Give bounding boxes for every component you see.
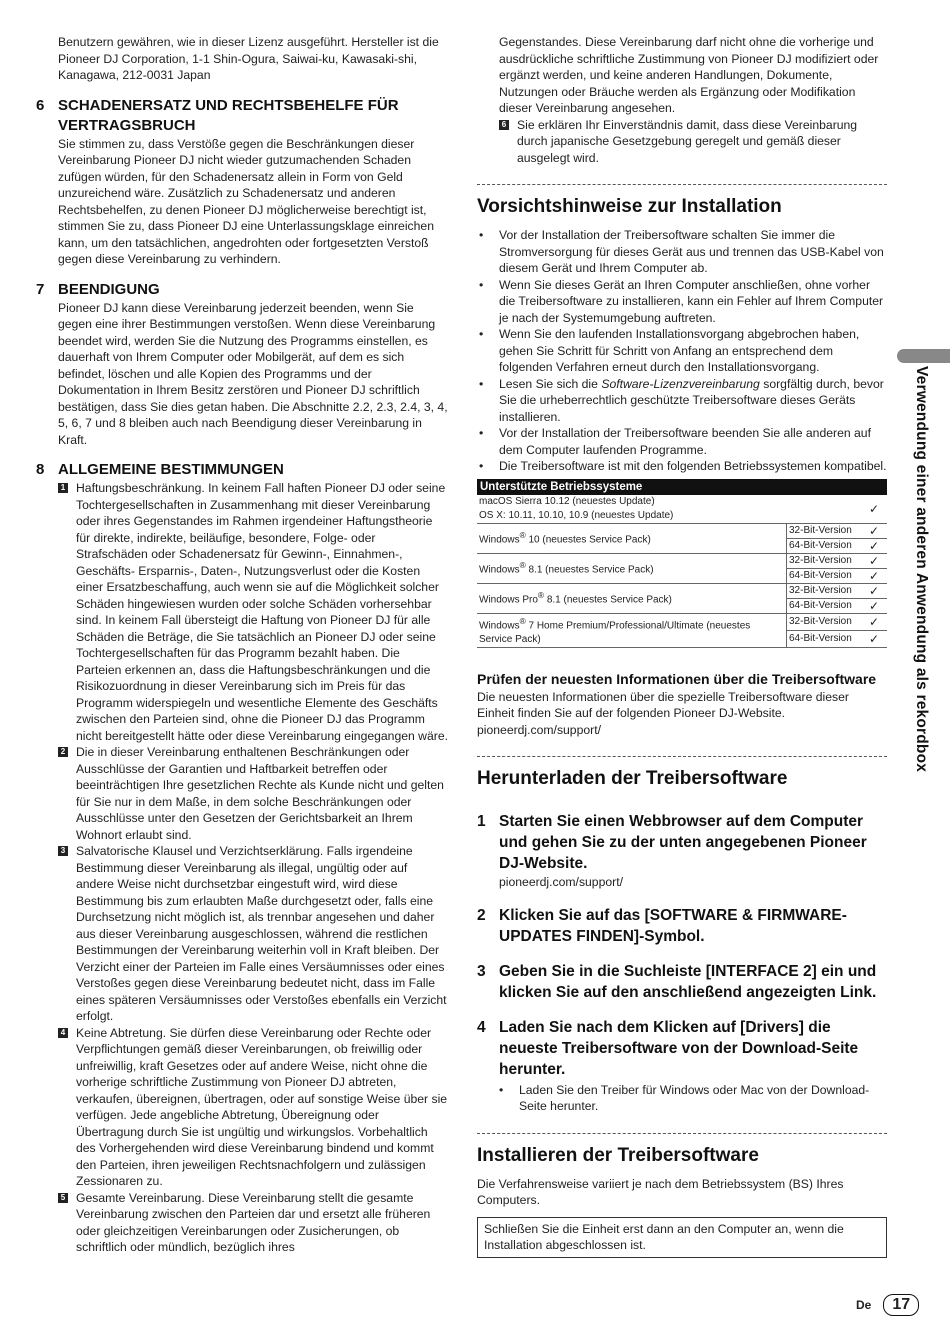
table-row: Windows® 7 Home Premium/Professional/Ultimate (neuestes Service Pack) 32-Bit-Version ✓ [477,613,887,630]
section-6-heading: 6 SCHADENERSATZ UND RECHTSBEHELFE FÜR VERTRAGSBRUCH [36,96,399,134]
section-8-heading: 8 ALLGEMEINE BESTIMMUNGEN [36,461,284,478]
section-divider [477,756,887,757]
side-tab-label: Verwendung einer anderen Anwendung als rekordbox [913,366,930,773]
table-row: Windows® 8.1 (neuestes Service Pack) 32-Bit-Version ✓ [477,553,887,568]
section-divider [477,1133,887,1134]
install-title: Installieren der Treibersoftware [477,1144,759,1166]
check-icon: ✓ [861,568,887,583]
bullet-item: • Vor der Installation der Treibersoftware schalten Sie immer die Stromversorgung für dieses Gerät aus und trennen das USB-Kabel von diesem Gerät und Ihrem Computer ab. [479,228,884,275]
section-6-text: Sie stimmen zu, dass Verstöße gegen die Beschränkungen dieser Vereinbarung Pioneer DJ nicht wieder gutzumachenden Schaden zufügen würden, für den Schadenersatz allein in Form von Geld unzureichend wäre. Zusätzlich zu Schadenersatz und anderen Rechtsbehelfen, zu denen Pioneer DJ möglicherweise berechtigt ist, stimmen Sie zu, dass Pioneer DJ eine Unterlassungsklage einreichen kann, um den tatsächlichen, angedrohten oder fortgesetzten Verstoß gegen diese Vereinbarung zu verhindern. [58,136,434,266]
download-step: 3 Geben Sie in die Suchleiste [INTERFACE 2] ein und klicken Sie auf den anschließend angezeigten Link. [477,962,877,1001]
table-row: Windows Pro® 8.1 (neuestes Service Pack) 32-Bit-Version ✓ [477,583,887,598]
page-number: 17 [883,1294,919,1316]
latest-info-text: Die neuesten Informationen über die spezielle Treibersoftware dieser Einheit finden Sie auf der folgenden Pioneer DJ-Website. [477,689,849,721]
table-row: Windows® 10 (neuestes Service Pack) 32-Bit-Version ✓ [477,523,887,538]
section-8-item-6: 6 Sie erklären Ihr Einverständnis damit, dass diese Vereinbarung durch japanische Gesetzgebung geregelt und gemäß dieser ausgelegt wird. [499,117,887,167]
os-table-header: Unterstützte Betriebssysteme [477,479,887,495]
language-code: De [856,1298,872,1312]
check-icon: ✓ [861,523,887,538]
bullet-item: • Wenn Sie den laufenden Installationsvorgang abgebrochen haben, gehen Sie Schritt für Schritt von Anfang an entsprechend dem folgenden Verfahren erneut durch den Installationsvorgang. [479,327,860,374]
step-link[interactable]: pioneerdj.com/support/ [499,875,623,890]
item-5-continued: Gegenstandes. Diese Vereinbarung darf nicht ohne die vorherige und ausdrückliche schriftliche Zustimmung von Pioneer DJ modifiziert oder ergänzt werden, und keine anderen Handlungen, Dokumente, Nutzungen oder Bräuche werden als Ergänzung oder Modifikation dieser Vereinbarung angesehen. [499,35,879,115]
support-link[interactable]: pioneerdj.com/support/ [477,722,601,737]
section-divider [477,184,887,185]
check-icon: ✓ [861,538,887,553]
left-column [36,34,448,1256]
table-row: 64-Bit-Version ✓ [477,538,887,553]
intro-paragraph: Benutzern gewähren, wie in dieser Lizenz ausgeführt. Hersteller ist die Pioneer DJ Corporation, 1-1 Shin-Ogura, Saiwai-ku, Kawasaki-shi, Kanagawa, 212-0031 Japan [58,35,439,82]
precautions-title: Vorsichtshinweise zur Installation [477,196,782,217]
section-8-item: 5 Gesamte Vereinbarung. Diese Vereinbarung stellt die gesamte Vereinbarung zwischen den Parteien dar und ersetzt alle früheren oder gleichzeitigen Vereinbarungen oder Zusicherungen, ob schriftlich oder mündlich, bezüglich ihres [58,1190,448,1256]
side-tab-marker [897,349,950,363]
license-agreement-ref: Software-Lizenzvereinbarung [601,376,760,391]
page-footer [856,1294,919,1316]
right-column [477,34,887,1258]
section-7-text: Pioneer DJ kann diese Vereinbarung jederzeit beenden, wenn Sie gegen eine ihrer Bestimmungen verstoßen. Wenn diese Vereinbarung beendet wird, werden Sie die Nutzung des Programms einstellen, es dauerhaft von Ihrem Computer oder Mobilgerät, auf dem es sich befindet, löschen und alle Kopien des Programms und der Dokumentation in Ihrem Besitz zerstören und Pioneer DJ schriftlich bestätigen, dass Sie dies getan haben. Die Abschnitte 2.2, 2.3, 2.4, 3, 4, 5, 6, 7 und 8 bleiben auch nach Beendigung dieser Vereinbarung in Kraft. [58,300,448,447]
supported-os-table [477,479,887,648]
bullet-item: • Wenn Sie dieses Gerät an Ihren Computer anschließen, ohne vorher die Treibersoftware zu installieren, kann ein Fehler auf Ihrem Computer je nach der Systemumgebung auftreten. [479,277,884,325]
download-step: 4 Laden Sie nach dem Klicken auf [Drivers] die neueste Treibersoftware von der Download-Seite herunter. [477,1018,859,1078]
download-step: 2 Klicken Sie auf das [SOFTWARE & FIRMWARE-UPDATES FINDEN]-Symbol. [477,906,847,945]
install-text: Die Verfahrensweise variiert je nach dem Betriebssystem (BS) Ihres Computers. [477,1176,844,1208]
download-title: Herunterladen der Treibersoftware [477,768,788,790]
latest-info-title: Prüfen der neuesten Informationen über die Treibersoftware [477,670,877,687]
check-icon: ✓ [861,630,887,647]
table-row: 64-Bit-Version ✓ [477,568,887,583]
section-8-item: 2 Die in dieser Vereinbarung enthaltenen Beschränkungen oder Ausschlüsse der Garantien und Haftbarkeit betreffen oder beeinträchtigen Ihre gesetzlichen Rechte als Kunde nicht und gelten für Sie nur in dem Maße, in dem solche Beschränkungen oder Ausschlüsse unter den Gesetzen der Gerichtsbarkeit an Ihrem Wohnort erlaubt sind. [58,744,448,843]
step-bullet: • Laden Sie den Treiber für Windows oder Mac von der Download-Seite herunter. [499,1082,870,1114]
install-note: Schließen Sie die Einheit erst dann an den Computer an, wenn die Installation abgeschlossen ist. [477,1217,887,1258]
check-icon: ✓ [861,583,887,598]
section-7-heading: 7 BEENDIGUNG [36,280,160,298]
table-row: 64-Bit-Version ✓ [477,630,887,647]
section-8-item: 3 Salvatorische Klausel und Verzichtserklärung. Falls irgendeine Bestimmung dieser Vereinbarung als illegal, ungültig oder auf andere Weise nicht durchsetzbar eingestuft wird, wird diese Bestimmung bis zum erlaubten Maße durchgesetzt oder, falls eine Durchsetzung nicht möglich ist, als trennbar angesehen und daher aus dieser Vereinbarung ausgeschlossen, während die restlichen Bestimmungen der Vereinbarung weiterhin voll in Kraft bleiben. Der Verzicht einer der Parteien im Falle eines Versäumnisses oder eines Verstoßes gegen diese Vereinbarung bedeutet nicht, dass im Falle eines späteren Versäumnisses oder Verstoßes ebenfalls ein Verzicht erfolgt. [58,843,448,1025]
check-icon: ✓ [861,613,887,630]
check-icon: ✓ [861,553,887,568]
check-icon: ✓ [861,495,887,524]
download-step: 1 Starten Sie einen Webbrowser auf dem Computer und gehen Sie zu der unten angegebenen Pioneer DJ-Website. [477,813,867,873]
check-icon: ✓ [861,598,887,613]
bullet-item: • Die Treibersoftware ist mit den folgenden Betriebssystemen kompatibel. [479,459,887,473]
section-8-item: 4 Keine Abtretung. Sie dürfen diese Vereinbarung oder Rechte oder Verpflichtungen gemäß dieser Vereinbarungen, ob freiwillig oder unfreiwillig, kraft Gesetzes oder auf andere Weise, nicht ohne die vorherige schriftliche Zustimmung von Pioneer DJ abtreten, verkaufen, übereignen, übertragen, oder auf sonstige Weise über sie verfügen. Jede angebliche Abtretung, Übereignung oder Übertragung durch Sie ist ungültig und wirkungslos. Vorbehaltlich des Vorhergehenden wird diese Vereinbarung bindend und kommt den Parteien, ihren jeweiligen Rechtsnachfolgern und zulässigen Zessionaren zu. [58,1025,448,1190]
table-row: macOS Sierra 10.12 (neuestes Update) OS X: 10.11, 10.10, 10.9 (neuestes Update) ✓ [477,495,887,524]
table-row: 64-Bit-Version ✓ [477,598,887,613]
bullet-item: • Vor der Installation der Treibersoftware beenden Sie alle anderen auf dem Computer laufenden Programme. [479,426,871,457]
section-8-item: 1 Haftungsbeschränkung. In keinem Fall haften Pioneer DJ oder seine Tochtergesellschaften in Zusammenhang mit dieser Vereinbarung oder ihres Gegenstandes im Rahmen irgendeiner Haftungstheorie für direkte, indirekte, beiläufige, besondere, Folge- oder Strafschäden oder Schadenersatz für Gewinn-, Einnahmen-, Geschäfts- Ersparnis-, Daten-, Nutzungsverlust oder die Kosten einer Ersatzbeschaffung, auch wenn sie auf die Möglichkeit solcher Schäden hingewiesen wurden oder solche Schäden vorhersehbar sind. In keinem Fall übersteigt die Haftung von Pioneer DJ für alle Schäden die Beträge, die Sie tatsächlich an Pioneer DJ oder seine Tochtergesellschaften für das Programm bezahlt haben. Die Parteien erkennen an, dass die Haftungsbeschränkungen und die Risikozuordnung in dieser Vereinbarung sich im Preis für das Programm widerspiegeln und wesentliche Elemente des Geschäfts zwischen den Parteien sind, ohne die Pioneer DJ das Programm nicht bereitgestellt hätte oder diese Vereinbarung eingegangen wäre. [58,480,448,744]
bullet-item: • Lesen Sie sich die Software-Lizenzvereinbarung sorgfältig durch, bevor Sie die urheberrechtlich geschützte Treibersoftware dieses Geräts installieren. [479,376,884,424]
